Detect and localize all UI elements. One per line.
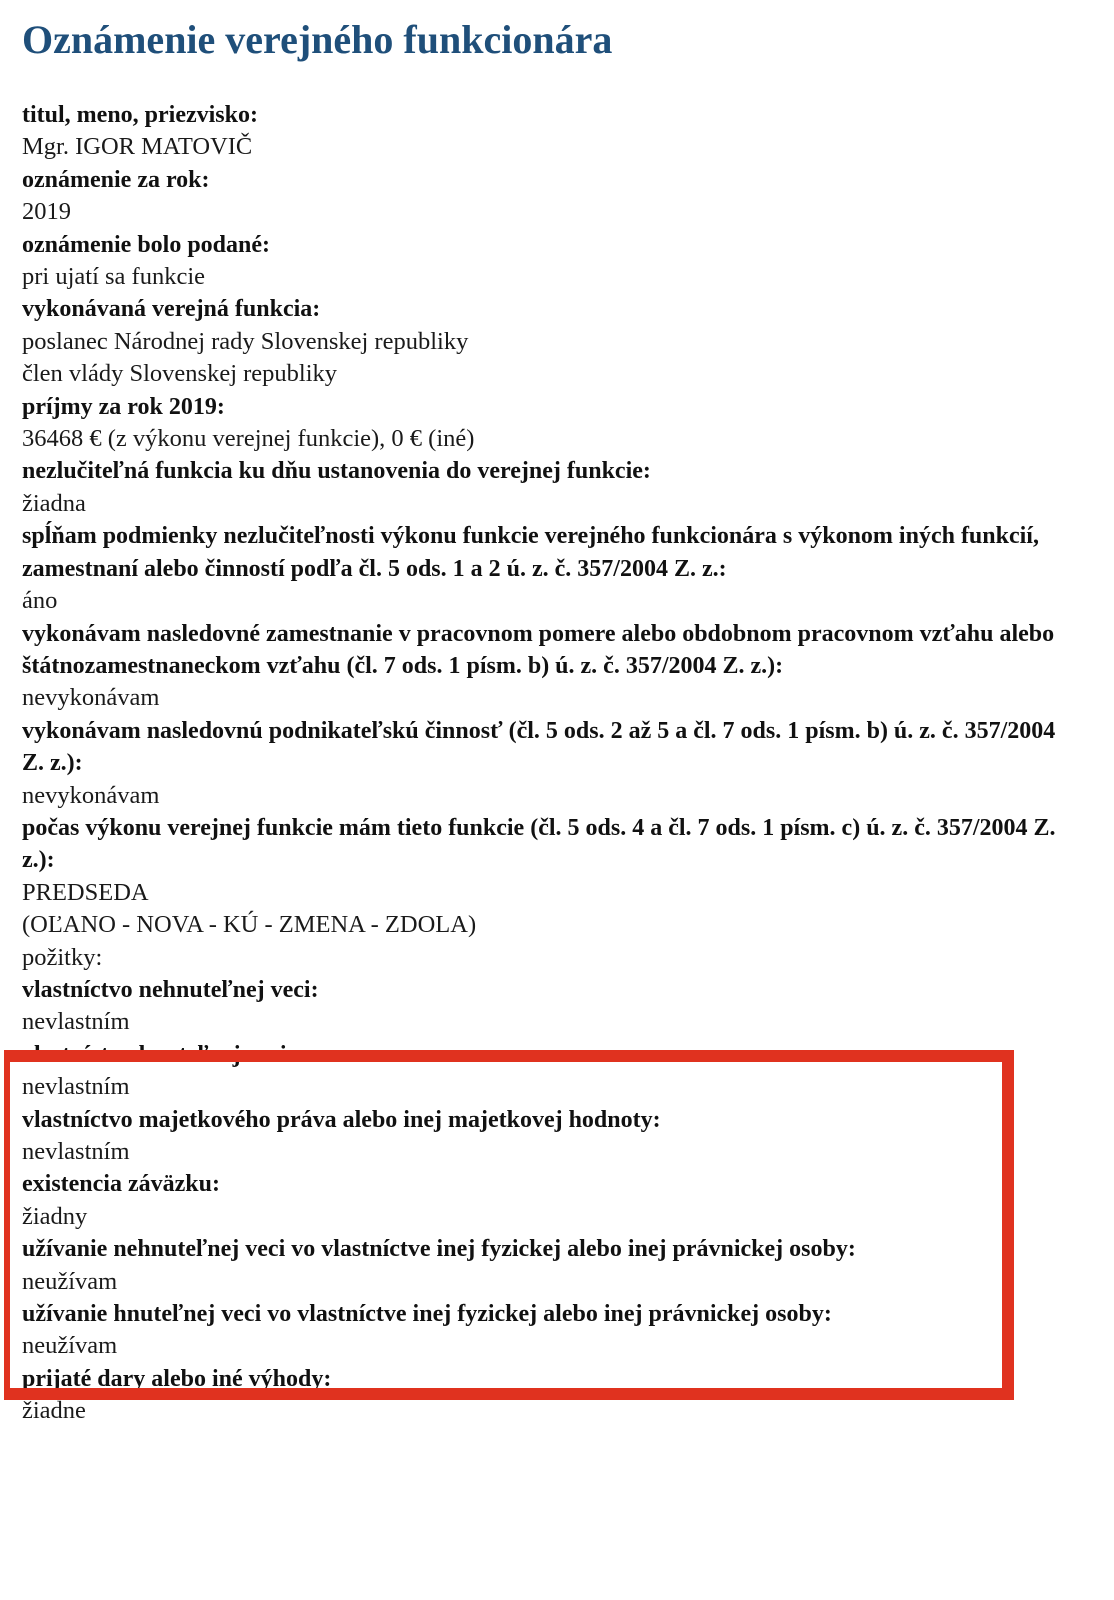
field-value-line: nevlastním — [22, 1138, 130, 1165]
field-label: vlastníctvo majetkového práva alebo inej majetkovej hodnoty: — [22, 1106, 661, 1133]
declaration-field — [22, 164, 1072, 229]
field-value — [22, 326, 1072, 391]
declaration-field — [22, 229, 1072, 294]
field-value-line: žiadne — [22, 1397, 86, 1425]
field-value-line: nevlastním — [22, 1008, 130, 1036]
field-value — [22, 488, 1072, 520]
field-value — [22, 131, 1072, 163]
field-value — [22, 877, 1072, 974]
field-label: titul, meno, priezvisko: — [22, 102, 258, 128]
field-value-line: neužívam — [22, 1267, 118, 1295]
declaration-field — [22, 974, 1072, 1039]
field-label: vlastníctvo hnuteľnej veci: — [22, 1041, 295, 1068]
declaration-field — [22, 715, 1072, 812]
field-label: príjmy za rok 2019: — [22, 393, 225, 420]
declaration-field — [22, 391, 1072, 456]
field-value — [22, 196, 1072, 228]
field-value-line: poslanec Národnej rady Slovenskej republiky — [22, 327, 469, 355]
field-value — [22, 682, 1072, 714]
field-label: vykonávam nasledovnú podnikateľskú činnosť (čl. 5 ods. 2 až 5 a čl. 7 ods. 1 písm. b) ú. z. č. 357/2004 Z. z.): — [22, 717, 1056, 777]
declaration-field — [22, 618, 1072, 715]
field-label: počas výkonu verejnej funkcie mám tieto funkcie (čl. 5 ods. 4 a čl. 7 ods. 1 písm. c) ú. z. č. 357/2004 Z. z.): — [22, 814, 1056, 874]
field-value — [22, 261, 1072, 293]
field-value-line: pri ujatí sa funkcie — [22, 263, 206, 291]
field-value-line: (OĽANO - NOVA - KÚ - ZMENA - ZDOLA) — [22, 911, 477, 939]
field-label: užívanie nehnuteľnej veci vo vlastníctve inej fyzickej alebo inej právnickej osoby: — [22, 1236, 856, 1263]
field-label: oznámenie bolo podané: — [22, 231, 271, 258]
field-label: nezlučiteľná funkcia ku dňu ustanovenia do verejnej funkcie: — [22, 458, 651, 485]
field-value — [22, 1330, 1072, 1362]
field-value-line: nevykonávam — [22, 781, 160, 809]
field-value-line: 2019 — [22, 198, 71, 226]
field-label: vlastníctvo nehnuteľnej veci: — [22, 976, 319, 1003]
field-value-line: neužívam — [22, 1332, 118, 1360]
declaration-field — [22, 455, 1072, 520]
field-label: spĺňam podmienky nezlučiteľnosti výkonu funkcie verejného funkcionára s výkonom iných funkcií, zamestnaní alebo činností podľa čl. 5 ods. 1 a 2 ú. z. č. 357/2004 Z. z.: — [22, 523, 1039, 582]
declaration-fields — [22, 99, 1072, 1428]
field-label: vykonávam nasledovné zamestnanie v pracovnom pomere alebo obdobnom pracovnom vzťahu alebo štátnozamestnaneckom vzťahu (čl. 7 ods. 1 písm. b) ú. z. č. 357/2004 Z. z.): — [22, 620, 1055, 679]
declaration-field — [22, 1363, 1072, 1428]
declaration-field — [22, 293, 1072, 390]
declaration-field — [22, 812, 1072, 974]
field-value-line: PREDSEDA — [22, 878, 149, 906]
field-label: prijaté dary alebo iné výhody: — [22, 1365, 332, 1392]
field-value-line: požitky: — [22, 943, 103, 971]
field-value-line: nevlastním — [22, 1073, 130, 1101]
field-value — [22, 1136, 1072, 1168]
field-value-line: áno — [22, 587, 58, 615]
field-value-line: žiadna — [22, 489, 86, 517]
field-value — [22, 1071, 1072, 1103]
field-value-line: 36468 € (z výkonu verejnej funkcie), 0 € (iné) — [22, 425, 475, 453]
declaration-field — [22, 520, 1072, 617]
page-title: Oznámenie verejného funkcionára — [22, 17, 613, 62]
field-value — [22, 1006, 1072, 1038]
field-value — [22, 585, 1072, 617]
field-value — [22, 423, 1072, 455]
declaration-field — [22, 1039, 1072, 1104]
field-value — [22, 1201, 1072, 1233]
field-value — [22, 780, 1072, 812]
field-value-line: Mgr. IGOR MATOVIČ — [22, 133, 253, 161]
field-value — [22, 1395, 1072, 1427]
field-value-line: nevykonávam — [22, 684, 160, 712]
declaration-field — [22, 1233, 1072, 1298]
field-value — [22, 1266, 1072, 1298]
declaration-field — [22, 99, 1072, 164]
field-label: existencia záväzku: — [22, 1171, 220, 1198]
declaration-field — [22, 1168, 1072, 1233]
declaration-field — [22, 1298, 1072, 1363]
declaration-field — [22, 1104, 1072, 1169]
field-label: užívanie hnuteľnej veci vo vlastníctve inej fyzickej alebo inej právnickej osoby: — [22, 1301, 832, 1328]
field-label: oznámenie za rok: — [22, 166, 210, 193]
field-value-line: žiadny — [22, 1202, 88, 1230]
field-value-line: člen vlády Slovenskej republiky — [22, 360, 338, 388]
field-label: vykonávaná verejná funkcia: — [22, 296, 321, 323]
